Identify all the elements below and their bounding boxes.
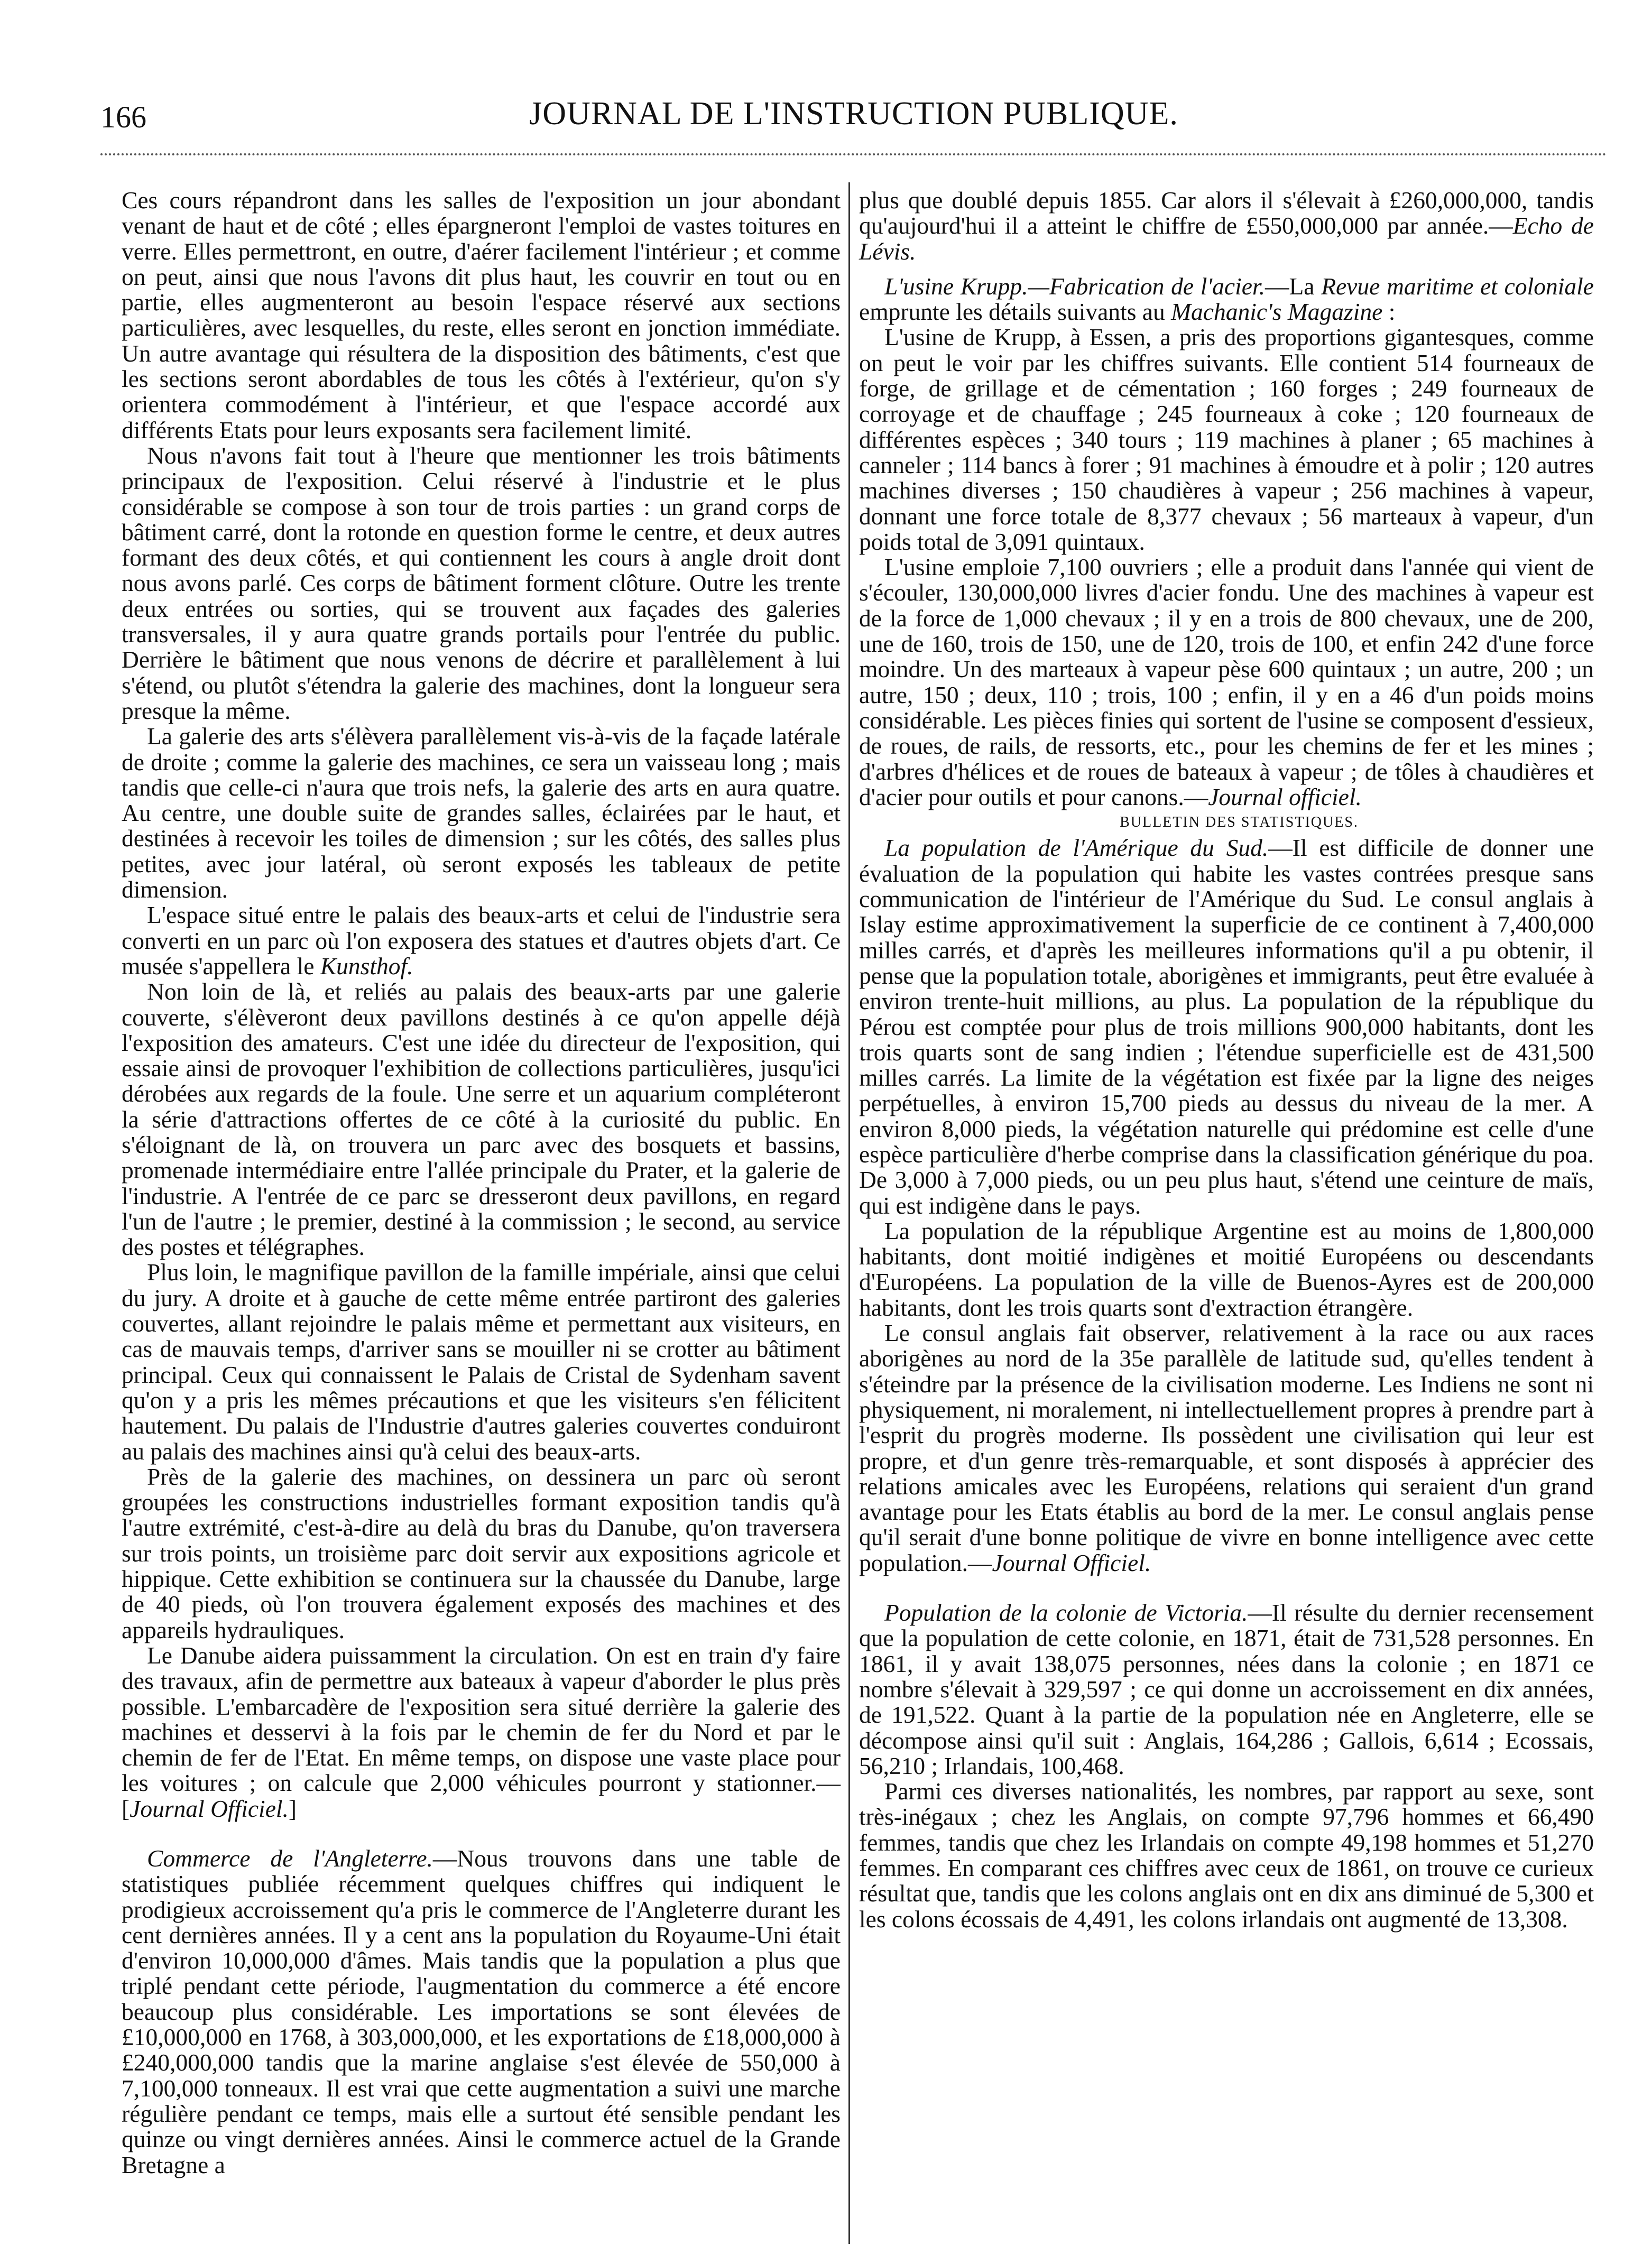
article-caption: Population de la colonie de Victoria. bbox=[884, 1599, 1248, 1627]
paragraph-text: Le Danube aidera puissamment la circulation. On est en train d'y faire des travaux, afin de permettre aux bateaux à vapeur d'aborder le plus près possible. L'embarcadère de l'exposition sera situé derrière la galerie des machines et desservi à la fois par le chemin de fer du Nord et par le chemin de fer de l'Etat. En même temps, on dispose une vaste place pour les voitures ; on calcule que 2,000 véhicules pourront y stationner.—[ bbox=[122, 1641, 841, 1822]
article-paragraph: Plus loin, le magnifique pavillon de la famille impériale, ainsi que celui du jury. A droite et à gauche de cette même entrée partiront des galeries couvertes, allant rejoindre le palais même et permettant aux visiteurs, en cas de mauvais temps, d'arriver sans se mouiller ni se crotter au bâtiment principal. Ceux qui connaissent le Palais de Cristal de Sydenham savent qu'on y a pris les mêmes précautions et que les visiteurs s'en félicitent hautement. Du palais de l'Industrie d'autres galeries couvertes conduiront au palais des machines ainsi qu'à celui des beaux-arts. bbox=[122, 1259, 841, 1465]
header-rule bbox=[100, 153, 1607, 155]
paragraph-text: —Nous trouvons dans une table de statistiques publiée récemment quelques chiffres qui indiquent le prodigieux accroissement qu'a pris le commerce de l'Angleterre durant les cent dernières années. Il y a cent ans la population du Royaume-Uni était d'environ 10,000,000 d'âmes. Mais tandis que la population a plus que triplé pendant cette période, l'augmentation du commerce a été encore beaucoup plus considérable. Les importations se sont élevées de £10,000,000 en 1768, à 303,000,000, et les exportations de £18,000,000 à £240,000,000 tandis que la marine anglaise s'est élevée de 550,000 à 7,100,000 tonneaux. Il est vrai que cette augmentation a suivi une marche régulière pendant ce temps, mais elle a surtout été sensible pendant les quinze ou vingt dernières années. Ainsi le commerce actuel de la Grande Bretagne a bbox=[122, 1845, 841, 2178]
paragraph-text: Le consul anglais fait observer, relativement à la race ou aux races aborigènes au nord de la 35e parallèle de latitude sud, qu'elles tendent à s'éteindre par la présence de la civilisation moderne. Les Indiens ne sont ni physiquement, ni moralement, ni intellectuellement propres à prendre part à l'esprit du progrès moderne. Ils possèdent une civilisation qui leur est propre, et d'un genre très-remarquable, et sont disposés à apprécier des relations amicales avec les Européens, relations qui seraient d'un grand avantage pour les Etats établis au bord de la mer. Le consul anglais pense qu'il serait d'une bonne politique de vivre en bonne intelligence avec cette population.— bbox=[859, 1319, 1594, 1576]
section-heading: BULLETIN DES STATISTIQUES. bbox=[1120, 814, 1359, 831]
article-caption: Commerce de l'Angleterre. bbox=[147, 1845, 433, 1872]
article-caption: L'usine Krupp.—Fabrication de l'acier. bbox=[884, 272, 1265, 300]
article-paragraph: La galerie des arts s'élèvera parallèlement vis-à-vis de la façade latérale de droite ; comme la galerie des machines, ce sera un vaisseau long ; mais tandis que celle-ci n'aura que trois nefs, la galerie des arts en aura quatre. Au centre, une double suite de grandes salles, éclairées par le haut, et destinées à recevoir les toiles de dimension ; sur les côtés, des salles plus petites, avec jour latéral, où seront exposés les tableaux de petite dimension. bbox=[122, 723, 841, 903]
article-population-victoria bbox=[859, 1600, 1594, 1779]
paragraph-text: —Il résulte du dernier recensement que la population de cette colonie, en 1871, était de 731,528 personnes. En 1861, il y avait 138,075 personnes, nées dans la colonie ; en 1871 ce nombre s'élevait à 329,597 ; ce qui donne un accroissement en dix années, de 191,522. Quant à la partie de la population née en Angleterre, elle se décompose ainsi qu'il suit : Anglais, 164,286 ; Gallois, 6,614 ; Ecossais, 56,210 ; Irlandais, 100,468. bbox=[859, 1599, 1594, 1779]
paragraph-text: —Il est difficile de donner une évaluation de la population qui habite les vastes contrées presque sans communication de l'intérieur de l'Amérique du Sud. Le consul anglais à Islay estime approximativement la superficie de ce continent à 7,400,000 milles carrés, et d'après les meilleures informations qu'il a pu obtenir, il pense que la population totale, aborigènes et immigrants, peut être evaluée à environ trente-huit millions, au plus. La population de la république du Pérou est comptée pour plus de trois millions 900,000 habitants, dont les trois quarts sont de sang indien ; l'étendue superficielle est de 431,500 milles carrés. La limite de la végétation est fixée par la ligne des neiges perpétuelles, à environ 15,700 pieds au dessus du niveau de la mer. A environ 8,000 pieds, la végétation naturelle qui prédomine est celle d'une espèce particulière d'herbe comprise dans la classification générique du poa. De 3,000 à 7,000 pieds, ou un peu plus haut, s'étend une ceinture de maïs, qui est indigène dans le pays. bbox=[859, 834, 1594, 1219]
article-paragraph bbox=[859, 555, 1594, 810]
paragraph-text: —La bbox=[1265, 272, 1322, 300]
article-population-amerique-sud bbox=[859, 835, 1594, 1218]
article-paragraph: Près de la galerie des machines, on dessinera un parc où seront groupées les constructions industrielles formant exposition tandis qu'à l'autre extrémité, c'est-à-dire au delà du bras du Danube, qu'on traversera sur trois points, un troisième parc doit servir aux expositions agricole et hippique. Cette exhibition se continuera sur la chaussée du Danube, large de 40 pieds, où l'on trouvera également exposés des machines et des appareils hydrauliques. bbox=[122, 1463, 841, 1643]
revue-title: Revue maritime et coloniale bbox=[1321, 272, 1594, 300]
left-column bbox=[122, 188, 841, 2178]
article-paragraph bbox=[859, 188, 1594, 264]
article-paragraph bbox=[122, 1643, 841, 1822]
column-divider bbox=[848, 182, 850, 2244]
right-column bbox=[859, 188, 1594, 1932]
paragraph-text: L'usine emploie 7,100 ouvriers ; elle a produit dans l'année qui vient de s'écouler, 130,000,000 livres d'acier fondu. Une des machines à vapeur est de la force de 1,000 chevaux ; il y en a trois de 800 chevaux, une de 200, une de 160, trois de 150, une de 120, trois de 100, et enfin 242 d'une force moindre. Un des marteaux à vapeur pèse 600 quintaux ; un autre, 200 ; un autre, 150 ; deux, 110 ; trois, 100 ; enfin, il y en a 46 d'un poids moins considérable. Les pièces finies qui sortent de l'usine se composent d'essieux, de roues, de rails, de ressorts, etc., pour les chemins de fer et les mines ; d'arbres d'hélices et de roues de bateaux à vapeur ; de tôles à chaudières et d'acier pour outils et pour canons.— bbox=[859, 553, 1594, 810]
source-citation: Echo de Lévis. bbox=[859, 212, 1594, 265]
article-paragraph: La population de la république Argentine est au moins de 1,800,000 habitants, dont moitié indigènes et moitié Européens ou descendants d'Européens. La population de la ville de Buenos-Ayres est de 200,000 habitants, dont les trois quarts sont d'extraction étrangère. bbox=[859, 1217, 1594, 1321]
article-commerce-angleterre bbox=[122, 1846, 841, 2178]
paragraph-text: plus que doublé depuis 1855. Car alors il s'élevait à £260,000,000, tandis qu'aujourd'hui il a atteint le chiffre de £550,000,000 par année.— bbox=[859, 187, 1594, 239]
page-header bbox=[100, 95, 1607, 143]
page-number: 166 bbox=[100, 100, 146, 134]
article-paragraph: Parmi ces diverses nationalités, les nombres, par rapport au sexe, sont très-inégaux ; chez les Anglais, on compte 97,796 hommes et 66,490 femmes, tandis que chez les Irlandais on compte 49,198 hommes et 51,270 femmes. En comparant ces chiffres avec ceux de 1861, on trouve ce curieux résultat que, tandis que les colons anglais ont en dix ans diminué de 5,300 et les colons écossais de 4,491, les colons irlandais ont augmenté de 13,308. bbox=[859, 1778, 1594, 1933]
paragraph-text: emprunte les détails suivants au bbox=[859, 298, 1171, 326]
article-paragraph: Ces cours répandront dans les salles de l'exposition un jour abondant venant de haut et de côté ; elles épargneront l'emploi de vastes toitures en verre. Elles permettront, en outre, d'aérer facilement l'intérieur ; et comme on peut, ainsi que nous l'avons dit plus haut, les couvrir en tout ou en partie, elles augmenteront au besoin l'espace réservé aux sections particulières, avec lesquelles, du reste, elles seront en jonction immédiate. Un autre avantage qui résultera de la disposition des bâtiments, c'est que les sections seront abordables de tous les côtés à l'extérieur, qu'on s'y orientera commodément à l'intérieur, et que l'espace accordé aux différents Etats pour leurs exposants sera facilement limité. bbox=[122, 187, 841, 443]
article-caption: La population de l'Amérique du Sud. bbox=[884, 834, 1269, 862]
magazine-title: Machanic's Magazine bbox=[1171, 298, 1383, 326]
article-paragraph: Non loin de là, et reliés au palais des beaux-arts par une galerie couverte, s'élèveront deux pavillons destinés à ce qu'on appelle déjà l'exposition des amateurs. C'est une idée du directeur de l'exposition, qui essaie ainsi de provoquer l'exhibition de collections particulières, jusqu'ici dérobées aux regards de la foule. Une serre et un aquarium compléteront la série d'attractions offertes de ce côté à la curiosité du public. En s'éloignant de là, on trouvera un parc avec des bosquets et bassins, promenade intermédiaire entre l'allée principale du Prater, et la galerie de l'industrie. A l'entrée de ce parc se dresseront deux pavillons, en regard l'un de l'autre ; le premier, destiné à la commission ; le second, au service des postes et télégraphes. bbox=[122, 978, 841, 1261]
bracket-close: ] bbox=[288, 1795, 297, 1822]
paragraph-text: L'espace situé entre le palais des beaux-arts et celui de l'industrie sera converti en un parc où l'on exposera des statues et d'autres objets d'art. Ce musée s'appellera le bbox=[122, 901, 841, 979]
kunsthof-term: Kunsthof. bbox=[320, 952, 413, 979]
source-citation: Journal Officiel. bbox=[130, 1795, 289, 1822]
paragraph-text: : bbox=[1382, 298, 1396, 326]
article-paragraph: Nous n'avons fait tout à l'heure que mentionner les trois bâtiments principaux de l'exposition. Celui réservé à l'industrie et le plus considérable se compose à son tour de trois parties : un grand corps de bâtiment carré, dont la rotonde en question forme le centre, et deux autres formant des deux côtés, et qui contiennent les cours à angle droit dont nous avons parlé. Ces corps de bâtiment forment clôture. Outre les trente deux entrées ou sorties, qui se trouvent aux façades des galeries transversales, il y aura quatre grands portails pour l'entrée du public. Derrière le bâtiment que nous venons de décrire et parallèlement à lui s'étend, ou plutôt s'étendra la galerie des machines, dont la longueur sera presque la même. bbox=[122, 441, 841, 724]
article-paragraph bbox=[859, 1320, 1594, 1576]
article-paragraph: L'usine de Krupp, à Essen, a pris des proportions gigantesques, comme on peut le voir par les chiffres suivants. Elle contient 514 fourneaux de forge, de grillage et de cémentation ; 160 forges ; 249 fourneaux de corroyage et de chauffage ; 245 fourneaux à coke ; 120 fourneaux de différentes espèces ; 340 tours ; 119 machines à planer ; 65 machines à canneler ; 114 bancs à forer ; 91 machines à émoudre et à polir ; 120 autres machines diverses ; 150 chaudières à vapeur ; 256 machines à vapeur, donnant une force totale de 8,377 chevaux ; 56 marteaux à vapeur, d'un poids total de 3,091 quintaux. bbox=[859, 324, 1594, 555]
article-usine-krupp bbox=[859, 274, 1594, 325]
article-paragraph bbox=[122, 902, 841, 979]
source-citation: Journal Officiel. bbox=[992, 1549, 1151, 1576]
journal-title: JOURNAL DE L'INSTRUCTION PUBLIQUE. bbox=[529, 96, 1178, 132]
source-citation: Journal officiel. bbox=[1208, 783, 1362, 810]
